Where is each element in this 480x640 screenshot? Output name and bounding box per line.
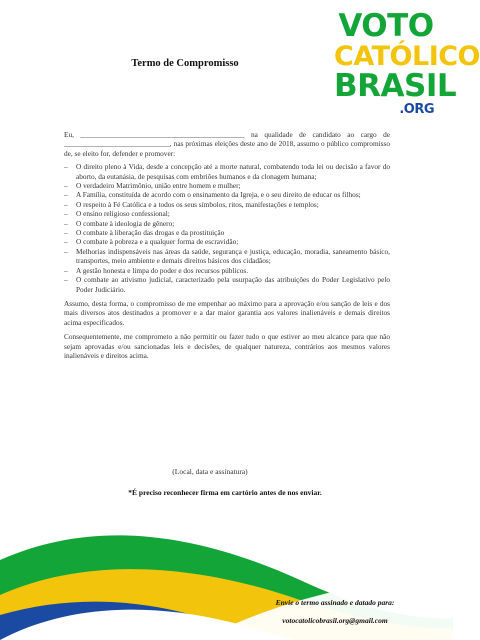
logo-line-3: BRASIL	[334, 68, 457, 104]
paragraph-assumo: Assumo, desta forma, o compromisso de me empenhar ao máximo para a aprovação e/ou sanção de leis e dos mais diversos atos destinados a promover e a dar maior garantia aos valores inalienáveis e demais direitos acima especificados.	[64, 298, 390, 327]
contact-email: votocatolicobrasil.org@gmail.com	[282, 616, 388, 625]
paragraph-consequentemente: Consequentemente, me comprometo a não permitir ou fazer tudo o que estiver ao meu alcance para que não sejam aprovadas e/ou sancionadas leis e decisões, de qualquer natureza, contrários aos mesmos valores inalienáveis e direitos acima.	[64, 332, 390, 360]
commitment-item: – O respeito à Fé Católica e a todos os seus símbolos, ritos, manifestações e templos;	[64, 200, 390, 209]
notarization-note: *É preciso reconhecer firma em cartório antes de nos enviar.	[128, 488, 322, 497]
commitment-item: – A Família, constituída de acordo com o ensinamento da Igreja, e o seu direito de educar os filhos;	[64, 190, 390, 199]
commitment-item: – O combate à liberação das drogas e da prostituição	[64, 228, 390, 237]
commitment-item: – O verdadeiro Matrimônio, união entre homem e mulher;	[64, 181, 390, 190]
commitment-item: – O direito pleno à Vida, desde a concepção até a morte natural, combatendo toda lei ou decisão a favor do aborto, da eutanásia, de pesquisas com embriões humanos e da clonagem humana;	[64, 162, 390, 181]
logo-line-1: VOTO	[338, 8, 434, 44]
document-body	[64, 130, 390, 360]
document-title: Termo de Compromisso	[131, 58, 239, 69]
commitment-list	[64, 162, 390, 294]
commitment-item: – O combate ao ativismo judicial, caracterizado pela usurpação das atribuições do Poder Legislativo pelo Poder Judiciário.	[64, 275, 390, 294]
commitment-item: – Melhorias indispensáveis nas áreas da saúde, segurança e justiça, educação, moradia, saneamento básico, transportes, meio ambiente e demais direitos básicos dos cidadãos;	[64, 247, 390, 266]
send-instruction: Envie o termo assinado e datado para:	[275, 598, 395, 607]
voto-catolico-brasil-logo	[334, 8, 480, 117]
commitment-item: – O ensino religioso confessional;	[64, 209, 390, 218]
signature-line-label: (Local, data e assinatura)	[172, 467, 248, 476]
commitment-item: – O combate à pobreza e a qualquer forma de escravidão;	[64, 237, 390, 246]
intro-paragraph: Eu, _____________________________________________ na qualidade de candidato ao cargo de _____________________________, nas próximas eleições deste ano de 2018, assumo o público compromisso de, se eleito for, defender e promover:	[64, 130, 390, 158]
logo-line-2: CATÓLICO	[334, 41, 480, 72]
commitment-item: – A gestão honesta e limpa do poder e dos recursos públicos.	[64, 266, 390, 275]
commitment-item: – O combate à ideologia de gênero;	[64, 219, 390, 228]
logo-line-4: .ORG	[399, 102, 434, 117]
